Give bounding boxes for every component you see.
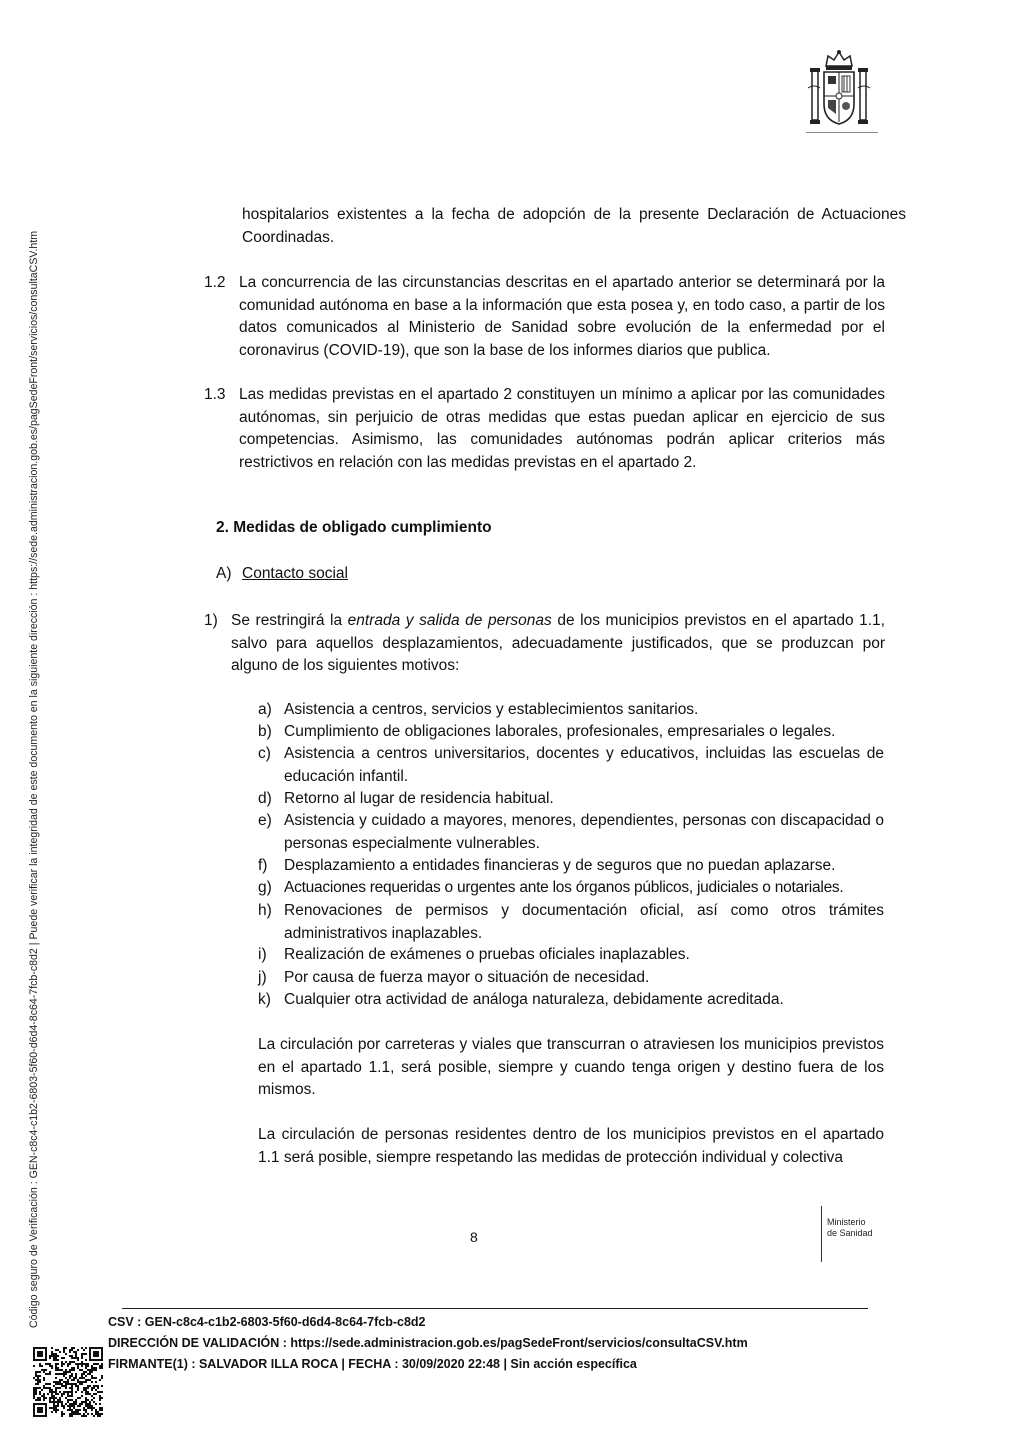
section-heading: 2. Medidas de obligado cumplimiento	[216, 519, 492, 536]
list-item: Realización de exámenes o pruebas oficiales inaplazables.	[284, 946, 690, 963]
list-item: Asistencia a centros, servicios y establecimientos sanitarios.	[284, 701, 699, 718]
ministry-line-1: Ministerio	[827, 1217, 866, 1227]
list-item: Asistencia y cuidado a mayores, menores, dependientes, personas con discapacidad o personas especialmente vulnerables.	[284, 812, 884, 852]
coat-of-arms-icon	[808, 48, 870, 130]
footer-signer: FIRMANTE(1) : SALVADOR ILLA ROCA | FECHA : 30/09/2020 22:48 | Sin acción específica	[108, 1357, 637, 1371]
list-item-letter: j)	[258, 969, 267, 986]
list-item-letter: g)	[258, 879, 272, 896]
section-number: 1.2	[204, 274, 226, 291]
list-item-letter: f)	[258, 857, 268, 874]
list-item: Cumplimiento de obligaciones laborales, profesionales, empresariales o legales.	[284, 723, 836, 740]
list-item: Asistencia a centros universitarios, docentes y educativos, incluidas las escuelas de educación infantil.	[284, 745, 884, 785]
ministry-divider	[821, 1206, 822, 1262]
residents-paragraph: La circulación de personas residentes dentro de los municipios previstos en el apartado 1.1 será posible, siempre respetando las medidas de protección individual y colectiva	[258, 1126, 884, 1166]
point-1-text-before: Se restringirá la	[231, 612, 348, 629]
footer-validation-url: DIRECCIÓN DE VALIDACIÓN : https://sede.administracion.gob.es/pagSedeFront/servicios/consultaCSV.htm	[108, 1336, 748, 1350]
section-1-2-text: La concurrencia de las circunstancias descritas en el apartado anterior se determinará por la comunidad autónoma en base a la información que esta posea y, en todo caso, a partir de los datos comunicados al Ministerio de Sanidad sobre evolución de la enfermedad por el coronavirus (COVID-19), que son la base de los informes diarios que publica.	[239, 274, 885, 359]
header-divider	[806, 132, 878, 133]
intro-continuation: hospitalarios existentes a la fecha de adopción de la presente Declaración de Actuaciones Coordinadas.	[242, 206, 906, 246]
ministry-label	[827, 1217, 873, 1239]
list-item-letter: c)	[258, 745, 271, 762]
list-item: Desplazamiento a entidades financieras y de seguros que no puedan aplazarse.	[284, 857, 836, 874]
list-item: Actuaciones requeridas o urgentes ante los órganos públicos, judiciales o notariales.	[284, 879, 844, 896]
list-item-letter: h)	[258, 902, 272, 919]
list-item-letter: k)	[258, 991, 271, 1008]
subsection-title: Contacto social	[242, 565, 348, 582]
point-number: 1)	[204, 612, 218, 629]
list-item: Cualquier otra actividad de análoga naturaleza, debidamente acreditada.	[284, 991, 784, 1008]
section-1-3-text: Las medidas previstas en el apartado 2 constituyen un mínimo a aplicar por las comunidades autónomas, sin perjuicio de otras medidas que estas puedan aplicar en ejercicio de sus competencias. Asimismo, las comunidades autónomas podrán aplicar criterios más restrictivos en relación con las medidas previstas en el apartado 2.	[239, 386, 885, 471]
side-verification-text: Código seguro de Verificación : GEN-c8c4-c1b2-6803-5f60-d6d4-8c64-7fcb-c8d2 | Puede verificar la integridad de este documento en la siguiente dirección : https://sede.administracion.gob.es/pagSedeFront/servicios/consultaCSV.htm	[28, 230, 40, 1328]
list-item-letter: b)	[258, 723, 272, 740]
point-1-text-italic: entrada y salida de personas	[347, 612, 552, 629]
roads-paragraph: La circulación por carreteras y viales que transcurran o atraviesen los municipios previstos en el apartado 1.1, será posible, siempre y cuando tenga origen y destino fuera de los mismos.	[258, 1036, 884, 1098]
footer-divider	[122, 1308, 868, 1309]
list-item: Retorno al lugar de residencia habitual.	[284, 790, 554, 807]
point-1-text	[231, 610, 885, 678]
section-number: 1.3	[204, 386, 226, 403]
point-1-text-after: de los municipios previstos en el apartado 1.1, salvo para aquellos desplazamientos, adecuadamente justificados, que se produzcan por alguno de los siguientes motivos:	[231, 612, 885, 674]
footer-csv: CSV : GEN-c8c4-c1b2-6803-5f60-d6d4-8c64-7fcb-c8d2	[108, 1315, 426, 1329]
ministry-line-2: de Sanidad	[827, 1228, 873, 1238]
page-number: 8	[470, 1229, 478, 1245]
list-item-letter: d)	[258, 790, 272, 807]
list-item: Renovaciones de permisos y documentación oficial, así como otros trámites administrativos inaplazables.	[284, 902, 884, 942]
list-item-letter: a)	[258, 701, 272, 718]
list-item-letter: i)	[258, 946, 267, 963]
list-item: Por causa de fuerza mayor o situación de necesidad.	[284, 969, 650, 986]
subsection-letter: A)	[216, 565, 232, 582]
list-item-letter: e)	[258, 812, 272, 829]
qr-code-icon	[33, 1347, 103, 1417]
